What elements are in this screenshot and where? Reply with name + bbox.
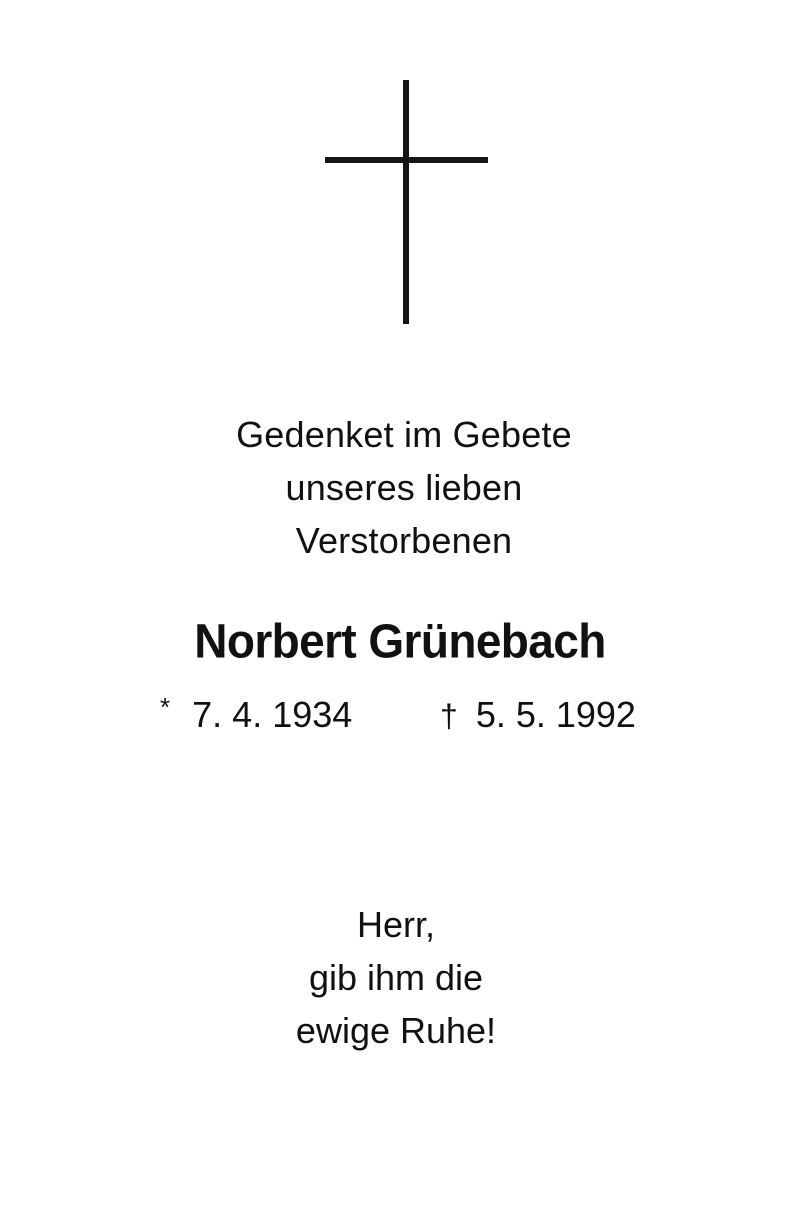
remembrance-line-1: Gedenket im Gebete: [236, 414, 572, 455]
remembrance-text: [0, 408, 792, 567]
prayer-line-2: gib ihm die: [308, 957, 484, 998]
death-marker: †: [440, 698, 458, 734]
death-date: 5. 5. 1992: [475, 694, 636, 735]
birth-date: 7. 4. 1934: [192, 694, 353, 735]
life-dates: [0, 690, 792, 740]
deceased-name: Norbert Grünebach: [194, 613, 606, 668]
remembrance-line-2: unseres lieben: [285, 467, 523, 508]
remembrance-line-3: Verstorbenen: [295, 520, 513, 561]
death-date-group: [440, 690, 636, 741]
cross-horizontal-bar: [325, 157, 488, 163]
birth-marker: *: [160, 692, 171, 722]
cross-vertical-bar: [403, 80, 409, 324]
prayer-line-1: Herr,: [356, 904, 435, 945]
birth-date-group: [160, 690, 352, 740]
prayer-text: [0, 898, 792, 1057]
prayer-line-3: ewige Ruhe!: [295, 1010, 497, 1051]
cross-icon: [325, 80, 490, 326]
